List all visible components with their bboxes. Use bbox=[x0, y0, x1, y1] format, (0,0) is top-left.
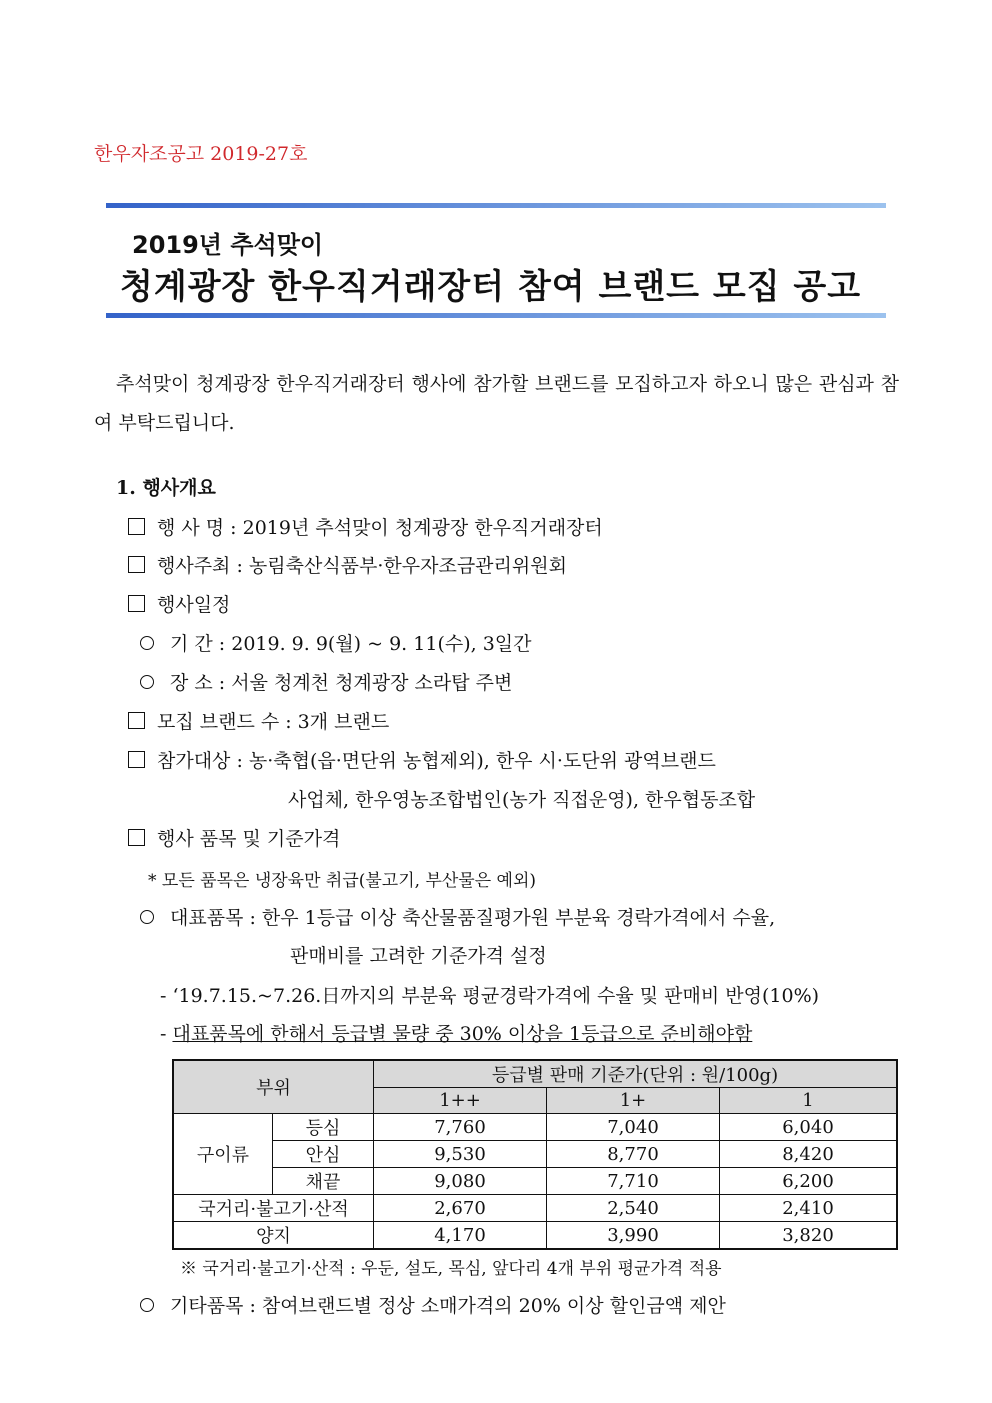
title-top-bar bbox=[106, 203, 886, 208]
period-item bbox=[140, 629, 532, 656]
checkbox-square-icon bbox=[128, 595, 145, 612]
part-cell: 양지 bbox=[173, 1222, 374, 1250]
part-cell: 등심 bbox=[273, 1114, 374, 1141]
dash-prefix: - bbox=[160, 1023, 173, 1045]
price-cell: 7,710 bbox=[547, 1168, 720, 1195]
intro-paragraph: 추석맞이 청계광장 한우직거래장터 행사에 참가할 브랜드를 모집하고자 하오니 많은 관심과 참여 부탁드립니다. bbox=[94, 373, 899, 434]
grade-header: 1++ bbox=[374, 1088, 547, 1114]
price-cell: 4,170 bbox=[374, 1222, 547, 1250]
price-cell: 2,670 bbox=[374, 1195, 547, 1222]
other-items bbox=[140, 1291, 726, 1318]
brand-count-text: 모집 브랜드 수 : 3개 브랜드 bbox=[157, 711, 390, 733]
dash-line-2 bbox=[160, 1019, 752, 1046]
title-line1: 2019년 추석맞이 bbox=[132, 231, 324, 259]
section-heading: 1. 행사개요 bbox=[116, 477, 216, 499]
event-name-item bbox=[128, 513, 603, 540]
part-cell: 채끝 bbox=[273, 1168, 374, 1195]
rep-item bbox=[140, 903, 775, 930]
circle-bullet-icon bbox=[140, 675, 154, 689]
checkbox-square-icon bbox=[128, 518, 145, 535]
checkbox-square-icon bbox=[128, 751, 145, 768]
price-cell: 7,040 bbox=[547, 1114, 720, 1141]
items-heading-text: 행사 품목 및 기준가격 bbox=[157, 828, 341, 850]
price-cell: 9,080 bbox=[374, 1168, 547, 1195]
table-footnote: ※ 국거리·불고기·산적 : 우둔, 설도, 목심, 앞다리 4개 부위 평균가격 적용 bbox=[180, 1259, 722, 1279]
dash-underlined-text: 대표품목에 한해서 등급별 물량 중 30% 이상을 1등급으로 준비해야함 bbox=[172, 1023, 753, 1045]
price-cell: 9,530 bbox=[374, 1141, 547, 1168]
notice-number: 한우자조공고 2019-27호 bbox=[94, 143, 308, 165]
circle-bullet-icon bbox=[140, 910, 154, 924]
organizer-text: 행사주최 : 농림축산식품부·한우자조금관리위원회 bbox=[157, 555, 567, 577]
items-note: * 모든 품목은 냉장육만 취급(불고기, 부산물은 예외) bbox=[148, 871, 537, 891]
target-text-line1: 참가대상 : 농·축협(읍·면단위 농협제외), 한우 시·도단위 광역브랜드 bbox=[157, 750, 716, 772]
table-row bbox=[173, 1168, 897, 1195]
price-table bbox=[172, 1059, 898, 1250]
place-item bbox=[140, 668, 512, 695]
part-cell: 국거리·불고기·산적 bbox=[173, 1195, 374, 1222]
circle-bullet-icon bbox=[140, 1298, 154, 1312]
price-cell: 8,420 bbox=[720, 1141, 898, 1168]
table-row bbox=[173, 1141, 897, 1168]
items-heading-item bbox=[128, 824, 340, 851]
table-header-row bbox=[173, 1060, 897, 1088]
period-text: 기 간 : 2019. 9. 9(월) ~ 9. 11(수), 3일간 bbox=[170, 633, 532, 655]
checkbox-square-icon bbox=[128, 829, 145, 846]
rep-text-line2: 판매비를 고려한 기준가격 설정 bbox=[290, 945, 547, 967]
price-cell: 6,200 bbox=[720, 1168, 898, 1195]
title-box bbox=[106, 203, 886, 318]
group-label: 구이류 bbox=[173, 1114, 273, 1195]
price-cell: 3,990 bbox=[547, 1222, 720, 1250]
place-text: 장 소 : 서울 청계천 청계광장 소라탑 주변 bbox=[170, 672, 513, 694]
rep-text-line1: 대표품목 : 한우 1등급 이상 축산물품질평가원 부분육 경락가격에서 수율, bbox=[170, 907, 776, 929]
price-cell: 2,410 bbox=[720, 1195, 898, 1222]
checkbox-square-icon bbox=[128, 556, 145, 573]
price-cell: 8,770 bbox=[547, 1141, 720, 1168]
title-bottom-bar bbox=[106, 313, 886, 318]
brand-count-item bbox=[128, 707, 389, 734]
header-part: 부위 bbox=[173, 1060, 374, 1114]
price-cell: 6,040 bbox=[720, 1114, 898, 1141]
price-cell: 2,540 bbox=[547, 1195, 720, 1222]
event-name-text: 행 사 명 : 2019년 추석맞이 청계광장 한우직거래장터 bbox=[157, 517, 603, 539]
price-cell: 3,820 bbox=[720, 1222, 898, 1250]
schedule-text: 행사일정 bbox=[157, 594, 231, 616]
schedule-item bbox=[128, 590, 230, 617]
other-items-text: 기타품목 : 참여브랜드별 정상 소매가격의 20% 이상 할인금액 제안 bbox=[170, 1295, 726, 1317]
target-item bbox=[128, 746, 716, 773]
price-cell: 7,760 bbox=[374, 1114, 547, 1141]
table-row bbox=[173, 1114, 897, 1141]
target-text-line2: 사업체, 한우영농조합법인(농가 직접운영), 한우협동조합 bbox=[288, 789, 756, 811]
part-cell: 안심 bbox=[273, 1141, 374, 1168]
header-price: 등급별 판매 기준가(단위 : 원/100g) bbox=[374, 1060, 898, 1088]
checkbox-square-icon bbox=[128, 712, 145, 729]
table-row bbox=[173, 1195, 897, 1222]
organizer-item bbox=[128, 551, 567, 578]
title-line2: 청계광장 한우직거래장터 참여 브랜드 모집 공고 bbox=[120, 267, 862, 307]
table-row bbox=[173, 1222, 897, 1250]
grade-header: 1 bbox=[720, 1088, 898, 1114]
grade-header: 1+ bbox=[547, 1088, 720, 1114]
circle-bullet-icon bbox=[140, 636, 154, 650]
dash-line-1: - ‘19.7.15.~7.26.日까지의 부분육 평균경락가격에 수율 및 판매비 반영(10%) bbox=[160, 985, 820, 1007]
